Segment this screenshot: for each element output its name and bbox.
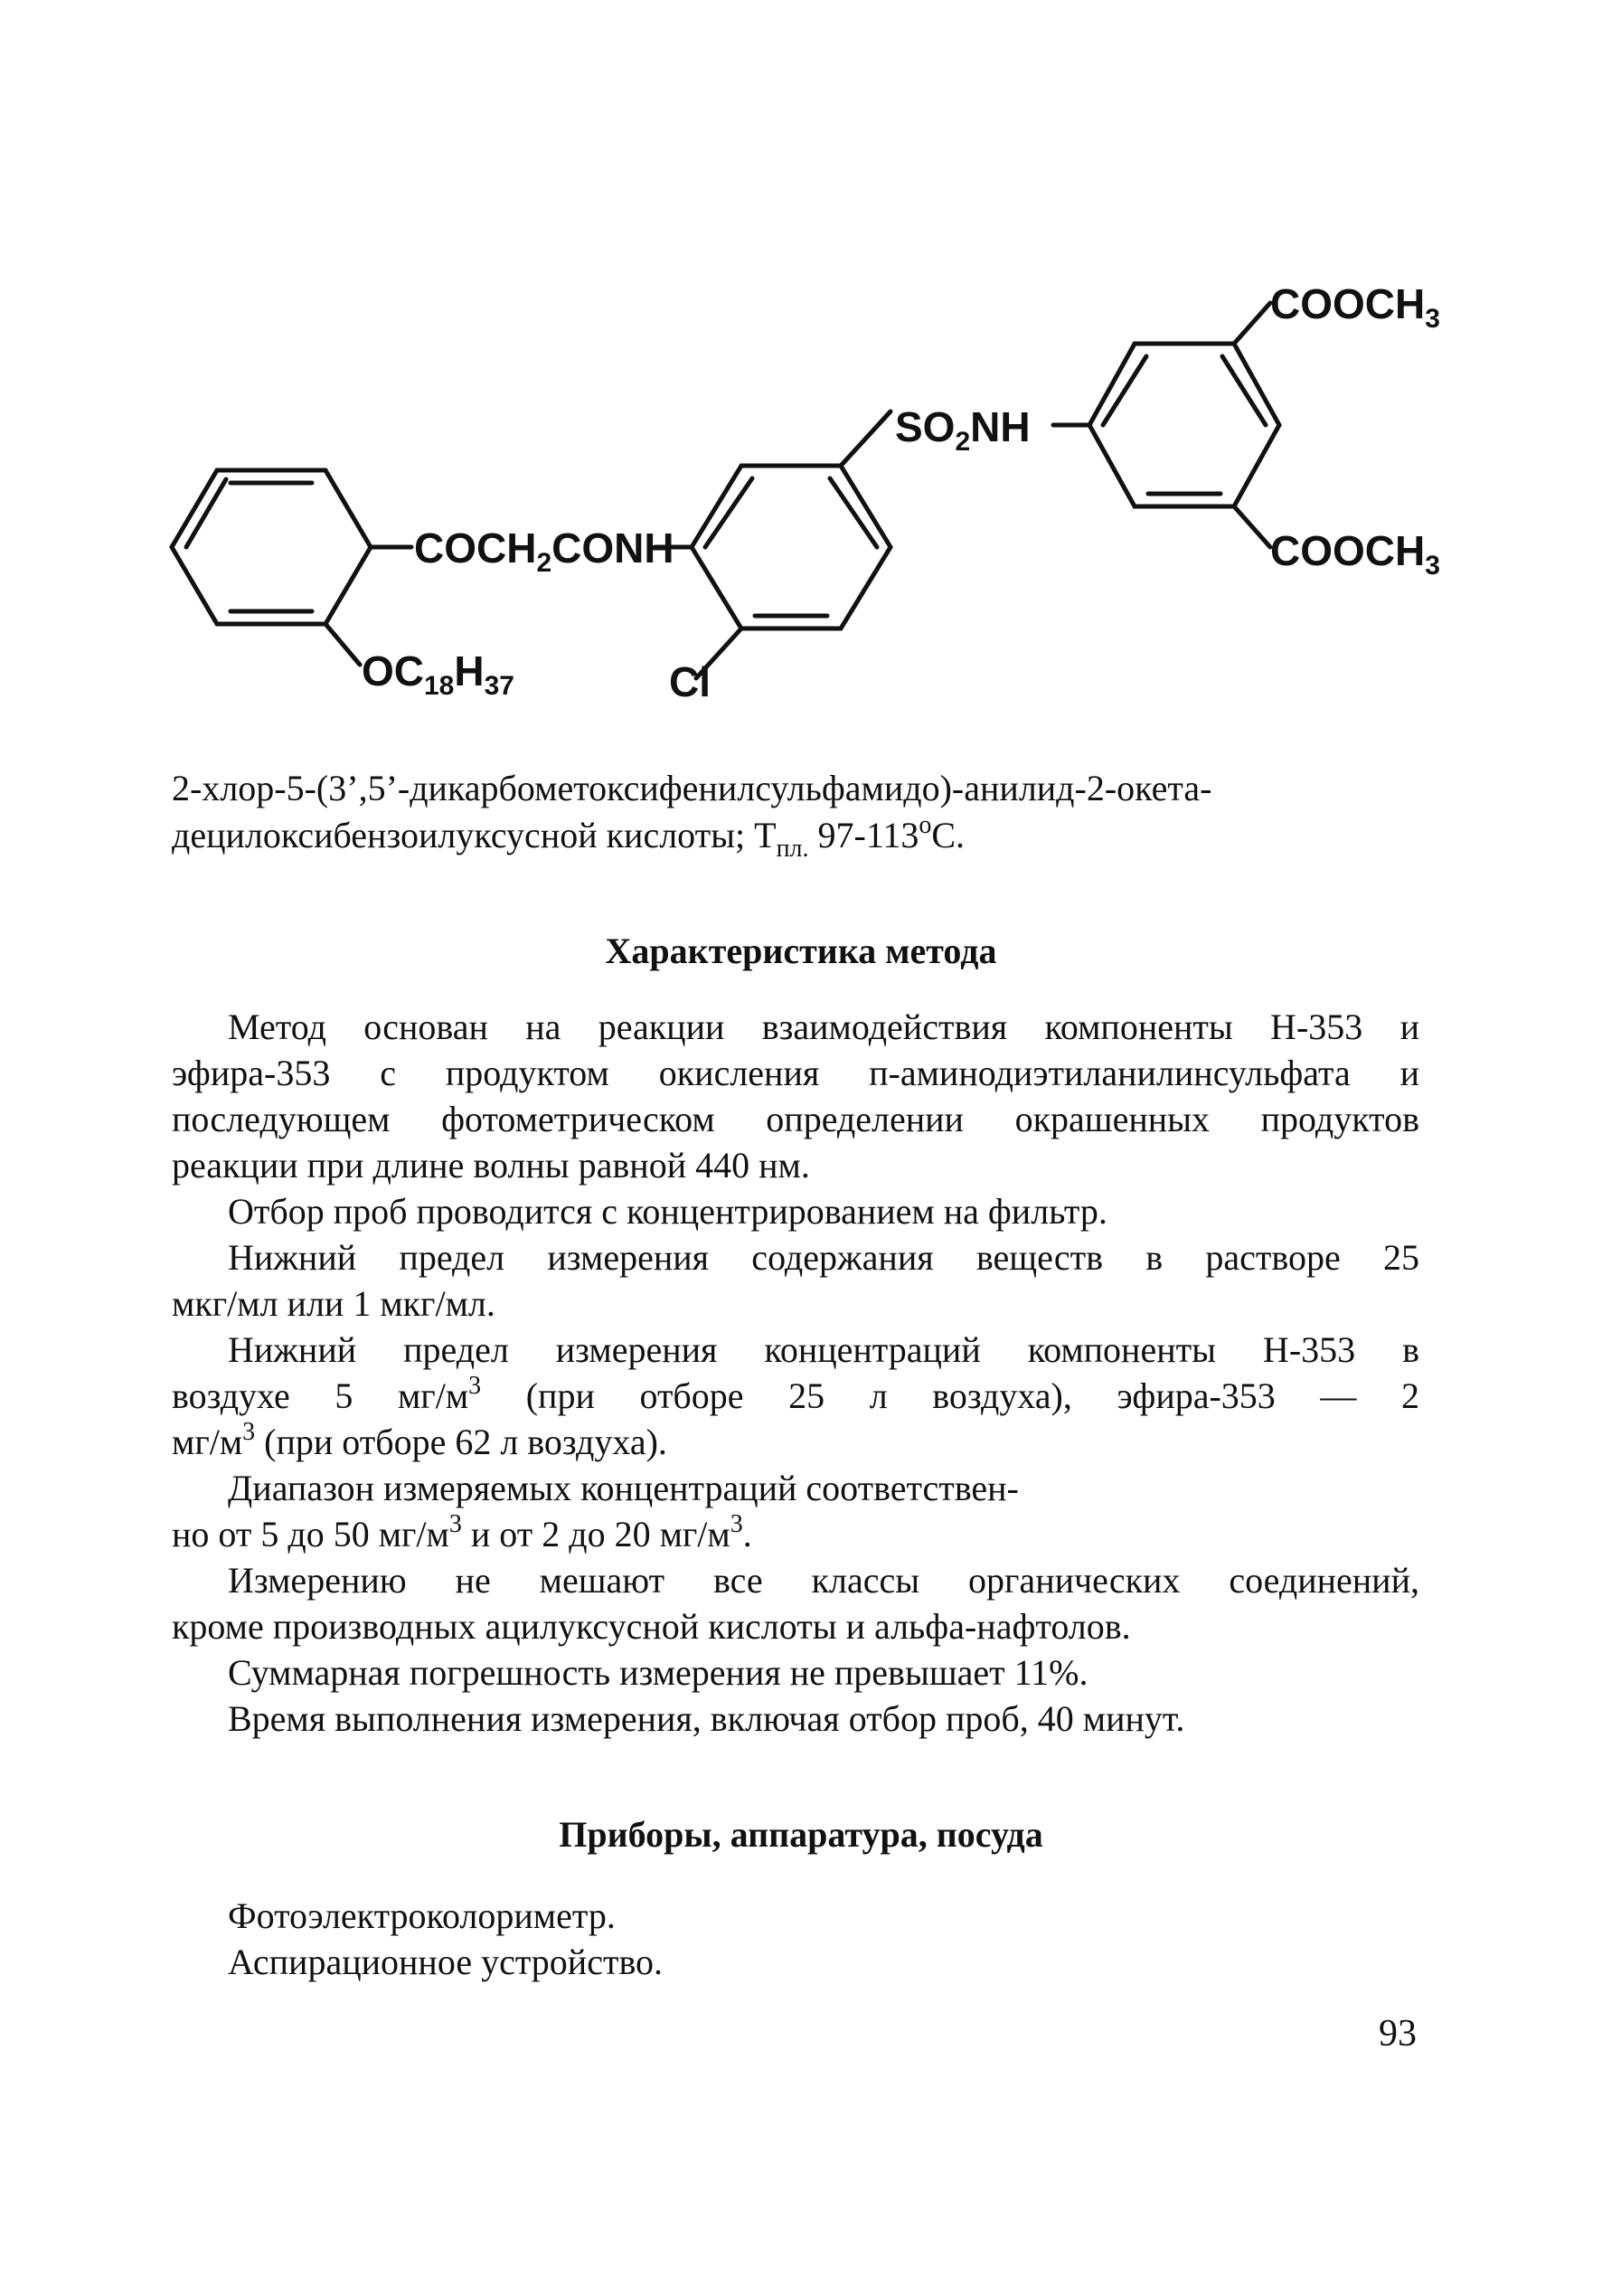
benzene-ring-2 xyxy=(692,466,891,628)
oc18h37-label: OC18H37 xyxy=(362,647,514,701)
degree-sign: o xyxy=(919,811,932,839)
melting-point-subscript: пл. xyxy=(776,835,809,863)
method-paragraph-line-4: реакции при длине волны равной 440 нм. xyxy=(172,1145,810,1186)
equipment-item-2: Аспирационное устройство. xyxy=(228,1942,664,1982)
section-heading-equipment: Приборы, аппаратура, посуда xyxy=(559,1814,1043,1855)
method-paragraph-line-3: последующем фотометрическом определении окрашенных продуктов xyxy=(172,1099,1419,1139)
benzene-ring-3 xyxy=(1089,344,1279,506)
equipment-item-1: Фотоэлектроколориметр. xyxy=(228,1895,616,1936)
compound-name-line-2 xyxy=(172,811,1419,863)
error-paragraph: Суммарная погрешность измерения не превышает 11%. xyxy=(228,1652,1088,1693)
range-paragraph-line-1: Диапазон измеряемых концентраций соответствен- xyxy=(228,1468,1019,1508)
range-paragraph-line-2: но от 5 до 50 $мг/м^3$ и от 2 до 20 $мг/м^3$. xyxy=(172,1510,752,1554)
lower-limit-solution-line-2: мкг/мл или 1 мкг/мл. xyxy=(172,1283,495,1324)
lower-limit-air-line-1: Нижний предел измерения концентраций компоненты Н-353 в xyxy=(228,1329,1419,1370)
structural-formula xyxy=(0,0,1602,742)
compound-name-line-1: 2-хлор-5-(3’,5’-дикарбометоксифенилсульфамидо)-анилид-2-окета- xyxy=(172,768,1212,808)
formula-drawing xyxy=(0,0,1602,742)
lower-limit-air-line-3: $мг/м^3$ (при отборе 62 л воздуха). xyxy=(172,1418,667,1462)
page-number: 93 xyxy=(1379,2013,1417,2055)
cl-label: Cl xyxy=(669,658,711,705)
celsius-unit: C. xyxy=(931,815,966,855)
method-paragraph-line-1: Метод основан на реакции взаимодействия компоненты Н-353 и xyxy=(228,1006,1419,1047)
duration-paragraph: Время выполнения измерения, включая отбор проб, 40 минут. xyxy=(228,1698,1185,1739)
interference-line-1: Измерению не мешают все классы органических соединений, xyxy=(228,1560,1419,1601)
section-heading-method: Характеристика метода xyxy=(605,931,997,971)
sampling-paragraph: Отбор проб проводится с концентрированием на фильтр. xyxy=(228,1191,1107,1232)
cooch3-top-label: COOCH3 xyxy=(1270,280,1440,334)
interference-line-2: кроме производных ацилуксусной кислоты и альфа-нафтолов. xyxy=(172,1606,1131,1647)
method-paragraph-line-2: эфира-353 с продуктом окисления п-аминодиэтиланилинсульфата и xyxy=(172,1053,1419,1093)
melting-point-value: 97-113 xyxy=(808,815,919,855)
lower-limit-air-line-2: воздухе 5 $мг/м^3$ (при отборе 25 л воздуха), эфира-353 — 2 xyxy=(172,1372,1419,1416)
benzene-ring-1 xyxy=(172,470,371,624)
so2nh-label: SO2NH xyxy=(895,403,1031,457)
cooch3-bottom-label: COOCH3 xyxy=(1270,527,1440,581)
compound-name-text: децилоксибензоилуксусной кислоты; Т xyxy=(172,815,777,855)
coch2conh-label: COCH2CONH xyxy=(414,524,674,578)
lower-limit-solution-line-1: Нижний предел измерения содержания веществ в растворе 25 xyxy=(228,1237,1419,1278)
